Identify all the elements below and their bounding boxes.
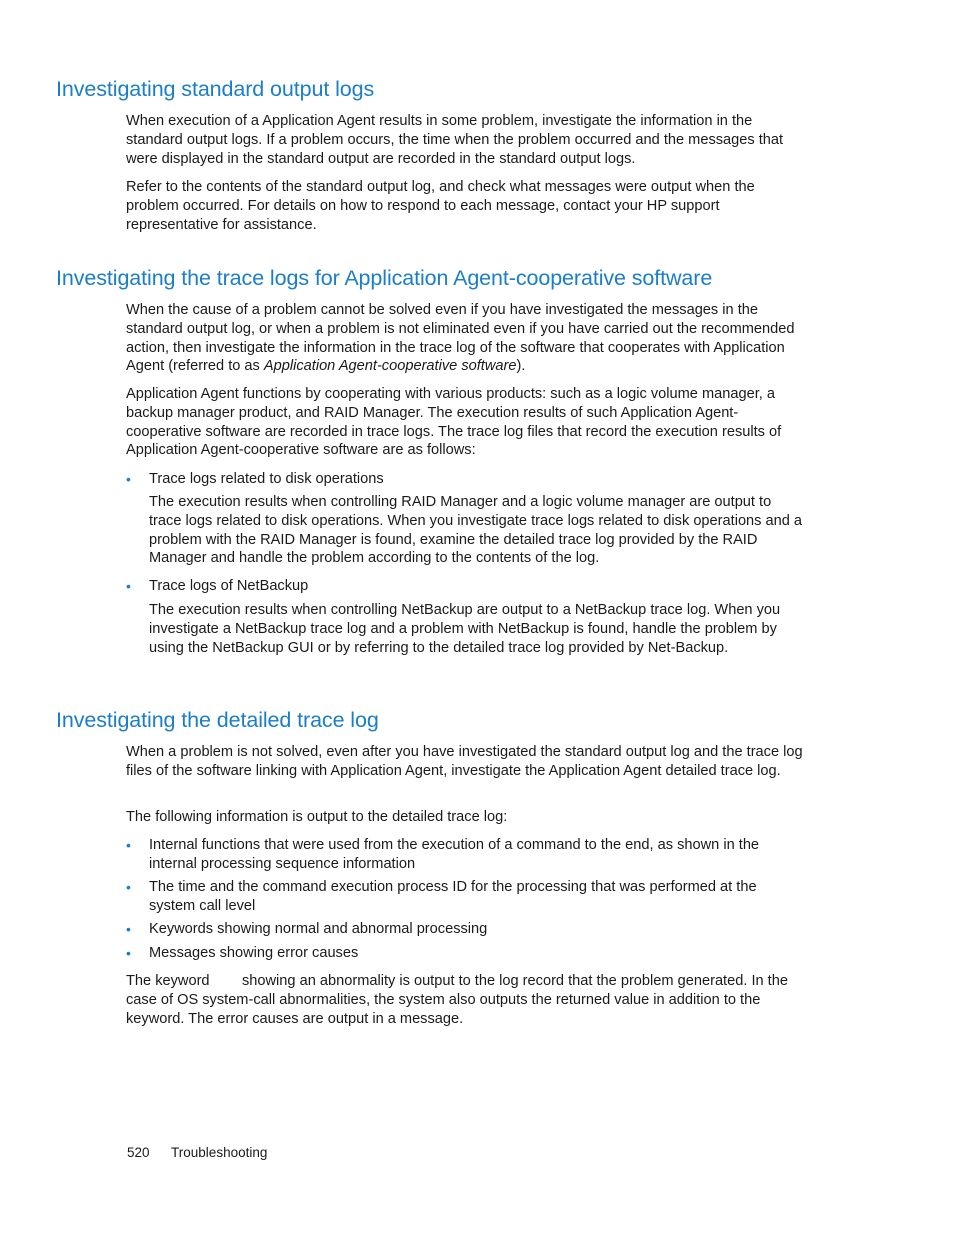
section-heading-standard-output-logs: Investigating standard output logs	[56, 77, 375, 101]
bullet-icon: •	[126, 471, 131, 487]
paragraph: The keyword showing an abnormality is output to the log record that the problem generated. In the case of OS system-call abnormalities, the system also outputs the returned value in addition to the keyword. The error causes are output in a message.	[126, 973, 793, 1027]
bullet-icon: •	[126, 945, 131, 961]
list-item-text: Internal functions that were used from the execution of a command to the end, as shown in the internal processing sequence information	[149, 837, 760, 872]
list-item-text: Messages showing error causes	[149, 945, 359, 961]
bullet-icon: •	[126, 837, 131, 853]
page-number: 520	[127, 1145, 150, 1160]
page-footer	[127, 1145, 267, 1160]
emphasis-term: Application Agent-cooperative software	[263, 358, 517, 375]
list-item-body: The execution results when controlling RAID Manager and a logic volume manager are output to trace logs related to disk operations. When you investigate trace logs related to disk operations and a problem with the RAID Manager is found, examine the detailed trace log provided by the RAID Manager and handle the problem according to the contents of the log.	[149, 494, 803, 567]
paragraph: The following information is output to the detailed trace log:	[126, 809, 508, 825]
list-item-title: Trace logs related to disk operations	[149, 471, 384, 487]
paragraph-text: When the cause of a problem cannot be solved even if you have investigated the messages in the standard output log, or when a problem is not eliminated even if you have carried out the recommended action, then investigate the information in the trace log of the software that cooperates with Application Agent (referred to as	[126, 302, 795, 375]
section-heading-detailed-trace-log: Investigating the detailed trace log	[56, 708, 379, 732]
paragraph	[126, 301, 806, 376]
paragraph: When a problem is not solved, even after you have investigated the standard output log and the trace log files of the software linking with Application Agent, investigate the Application Agent detailed trace log.	[126, 744, 803, 779]
section-heading-trace-logs: Investigating the trace logs for Application Agent-cooperative software	[56, 266, 713, 290]
paragraph-text: ).	[516, 358, 526, 375]
list-item-text: The time and the command execution process ID for the processing that was performed at the system call level	[149, 879, 757, 914]
list-item-title: Trace logs of NetBackup	[149, 578, 309, 594]
paragraph: Refer to the contents of the standard output log, and check what messages were output when the problem occurred. For details on how to respond to each message, contact your HP support representative for assistance.	[126, 179, 755, 233]
paragraph: When execution of a Application Agent results in some problem, investigate the information in the standard output logs. If a problem occurs, the time when the problem occurred and the messages that were displayed in the standard output are recorded in the standard output logs.	[126, 113, 784, 167]
bullet-icon: •	[126, 921, 131, 937]
bullet-icon: •	[126, 578, 131, 594]
chapter-title: Troubleshooting	[171, 1145, 268, 1160]
list-item-body: The execution results when controlling NetBackup are output to a NetBackup trace log. When you investigate a NetBackup trace log and a problem with NetBackup is found, handle the problem by using the NetBackup GUI or by referring to the detailed trace log provided by Net-Backup.	[149, 602, 781, 656]
paragraph: Application Agent functions by cooperating with various products: such as a logic volume manager, a backup manager product, and RAID Manager. The execution results of such Application Agent-cooperative software are recorded in trace logs. The trace log files that record the execution results of Application Agent-cooperative software are as follows:	[126, 386, 782, 459]
list-item-text: Keywords showing normal and abnormal processing	[149, 921, 488, 937]
bullet-icon: •	[126, 879, 131, 895]
